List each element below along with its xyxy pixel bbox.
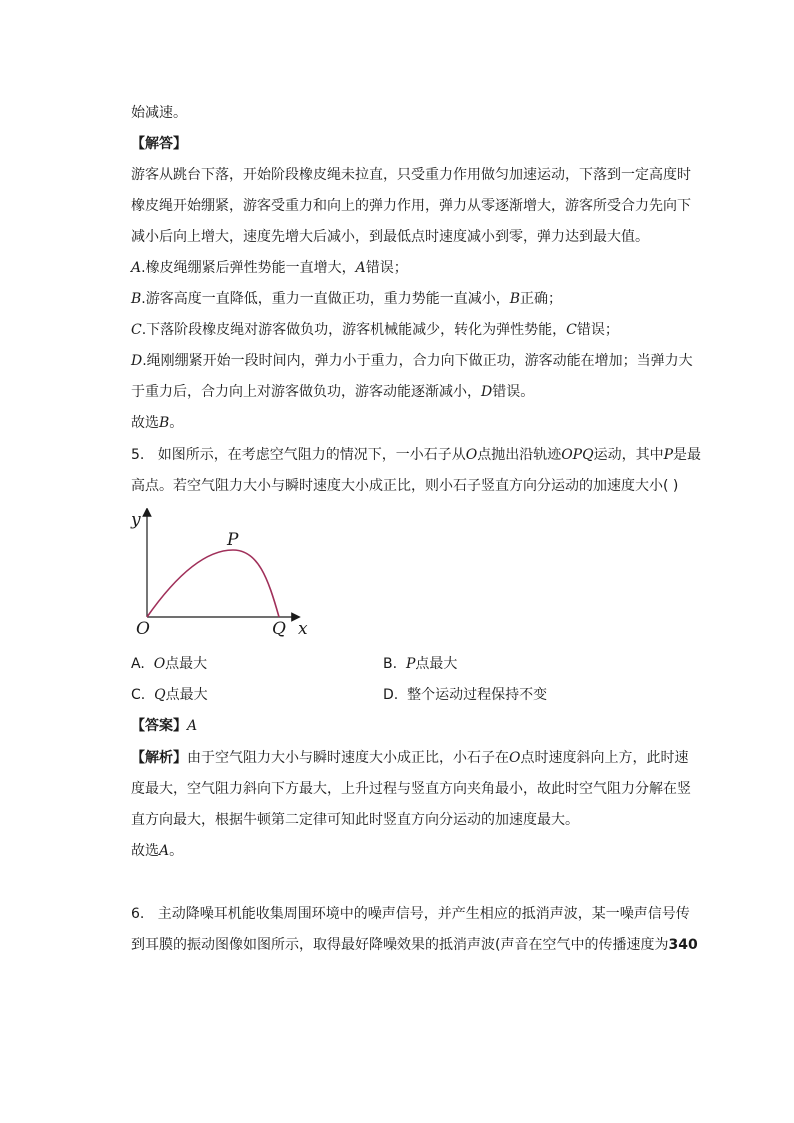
option-a: A. O点最大	[131, 656, 208, 672]
text-line: A.橡皮绳绷紧后弹性势能一直增大，A错误；	[131, 260, 408, 276]
question-6-line-2: 到耳膜的振动图像如图所示，取得最好降噪效果的抵消声波(声音在空气中的传播速度为340	[131, 937, 698, 953]
text-line: 于重力后，合力向上对游客做负功，游客动能逐渐减小，D错误。	[131, 384, 535, 400]
analysis-line-1: 【解析】由于空气阻力大小与瞬时速度大小成正比，小石子在O点时速度斜向上方，此时速	[131, 750, 689, 766]
text-line: 游客从跳台下落，开始阶段橡皮绳未拉直，只受重力作用做匀加速运动，下落到一定高度时	[131, 167, 691, 183]
analysis-line-3: 直方向最大，根据牛顿第二定律可知此时竖直方向分运动的加速度最大。	[131, 812, 579, 828]
text-line: C.下落阶段橡皮绳对游客做负功，游客机械能减少，转化为弹性势能，C错误；	[131, 322, 619, 338]
selection-line: 故选A。	[131, 843, 184, 859]
text-line: 故选B。	[131, 415, 184, 431]
option-d: D. 整个运动过程保持不变	[383, 687, 548, 703]
question-5-line-1: 5. 如图所示，在考虑空气阻力的情况下，一小石子从O点抛出沿轨迹OPQ运动，其中P是最	[131, 447, 701, 463]
text-line: 始减速。	[131, 105, 187, 121]
answer-line: 【答案】A	[131, 718, 198, 734]
section-heading-solution: 【解答】	[131, 136, 187, 152]
analysis-line-2: 度最大，空气阻力斜向下方最大，上升过程与竖直方向夹角最小，故此时空气阻力分解在竖	[131, 781, 691, 797]
option-b: B. P点最大	[383, 656, 458, 672]
text-line: 橡皮绳开始绷紧，游客受重力和向上的弹力作用，弹力从零逐渐增大，游客所受合力先向下	[131, 198, 691, 214]
point-q-label: Q	[272, 619, 286, 639]
x-axis-label: x	[298, 619, 308, 639]
text-line: D.绳刚绷紧开始一段时间内，弹力小于重力，合力向下做正功，游客动能在增加；当弹力大	[131, 353, 693, 369]
text-line: B.游客高度一直降低，重力一直做正功，重力势能一直减小，B正确；	[131, 291, 563, 307]
point-p-label: P	[227, 530, 239, 550]
trajectory-curve	[147, 550, 279, 617]
trajectory-figure	[128, 508, 328, 643]
origin-label: O	[136, 619, 150, 639]
question-5-line-2: 高点。若空气阻力大小与瞬时速度大小成正比，则小石子竖直方向分运动的加速度大小( )	[131, 478, 679, 494]
option-c: C. Q点最大	[131, 687, 208, 703]
question-6-line-1: 6. 主动降噪耳机能收集周围环境中的噪声信号，并产生相应的抵消声波，某一噪声信号传	[131, 906, 690, 922]
y-axis-label: y	[131, 510, 141, 530]
text-line: 减小后向上增大，速度先增大后减小，到最低点时速度减小到零，弹力达到最大值。	[131, 229, 649, 245]
